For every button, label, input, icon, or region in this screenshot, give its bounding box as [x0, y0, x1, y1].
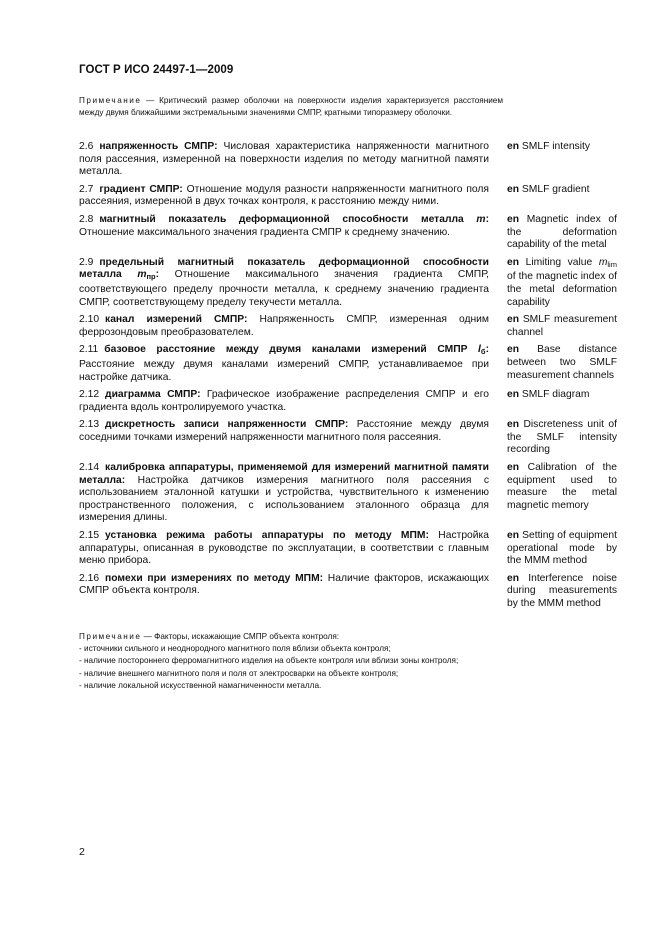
en-prefix: en: [507, 141, 520, 152]
term-entry: [79, 462, 617, 525]
note-top-text: — Критический размер оболочки на поверхности изделия характеризуется расстоянием между двумя ближайшими экстремальными значениями СМПР, кратными типоразмеру оболочки.: [79, 96, 503, 118]
term-text: Расстояние между двумя соседними точками измерений напряженности магнитного поля рассеяния.: [79, 419, 489, 443]
note-bottom-item: - источники сильного и неоднородного магнитного поля вблизи объекта контроля;: [79, 644, 391, 654]
term-definition: [79, 344, 489, 384]
term-symbol: [478, 344, 486, 355]
term-definition: [79, 184, 489, 209]
term-name: помехи при измерениях по методу МПМ:: [105, 572, 324, 584]
note-bottom: [79, 631, 503, 692]
en-prefix: en: [507, 462, 520, 474]
term-symbol: [476, 214, 485, 225]
en-prefix: en: [507, 183, 520, 195]
term-colon: :: [485, 213, 489, 225]
en-prefix: en: [507, 530, 520, 542]
en-prefix: en: [507, 256, 520, 268]
en-prefix: en: [507, 389, 520, 401]
en-term: Interference noise during measurements by the MMM method: [507, 572, 617, 609]
term-symbol-letter: l: [478, 344, 481, 356]
note-bottom-item: - наличие локальной искусственной намагниченности металла.: [79, 680, 322, 690]
term-definition: [79, 214, 489, 252]
term-text: Числовая характеристика напряженности магнитного поля рассеяния, измеренной на поверхности изделия по методу магнитной памяти металла.: [79, 141, 489, 178]
term-definition: [79, 462, 489, 525]
english-equivalent: [507, 462, 617, 525]
document-header: ГОСТ Р ИСО 24497-1—2009: [79, 64, 234, 76]
en-prefix: en: [507, 314, 520, 326]
english-equivalent: [507, 573, 617, 611]
en-term: SMLF measurement channel: [507, 314, 617, 338]
term-definition: [79, 141, 489, 179]
term-entry: [79, 530, 617, 568]
term-definition: [79, 573, 489, 611]
term-number: 2.13: [79, 419, 100, 431]
term-definition: [79, 389, 489, 414]
en-term: SMLF diagram: [521, 389, 590, 401]
term-number: 2.6: [79, 141, 94, 152]
term-text: Графическое изображение распределения СМПР и его градиента вдоль контролируемого участка.: [79, 389, 489, 413]
note-bottom-item: - наличие постороннего ферромагнитного изделия на объекте контроля или вблизи зоны контроля;: [79, 656, 459, 666]
term-text: Напряженность СМПР, измеренная одним феррозондовым преобразователем.: [79, 314, 490, 338]
term-symbol-letter: m: [137, 269, 147, 281]
term-symbol-letter: m: [476, 213, 486, 225]
en-term: Magnetic index of the deformation capability of the metal: [507, 213, 617, 251]
english-equivalent: [507, 214, 617, 252]
term-text: Расстояние между двумя каналами измерений СМПР, устанавливаемое при настройке датчика.: [79, 358, 489, 383]
term-colon: :: [155, 269, 160, 281]
term-number: 2.12: [79, 389, 100, 401]
term-definition: [79, 257, 489, 309]
term-entry: [79, 257, 617, 309]
en-prefix: en: [507, 419, 520, 431]
term-entry: [79, 184, 617, 209]
en-term: SMLF intensity: [521, 141, 591, 152]
english-equivalent: [507, 419, 617, 457]
term-text: Настройка датчиков измерения магнитного поля рассеяния с использованием эталонной катушки и устройства, чувствительного к изменению пространственного положения, с использованием эталонного образца для измерения длины.: [79, 474, 489, 524]
en-term: Calibration of the equipment used to measure the metal magnetic memory: [507, 462, 617, 511]
en-prefix: en: [507, 213, 520, 225]
term-number: 2.7: [79, 183, 94, 195]
term-number: 2.15: [79, 530, 100, 542]
term-definition: [79, 314, 489, 339]
term-number: 2.11: [79, 344, 99, 356]
en-term: Base distance between two SMLF measurement channels: [507, 344, 617, 381]
term-number: 2.16: [79, 572, 100, 584]
term-name: калибровка аппаратуры, применяемой для измерений магнитной памяти металла:: [79, 462, 489, 486]
en-prefix: en: [507, 344, 520, 356]
term-name: магнитный показатель деформационной способности металла: [99, 213, 477, 225]
note-bottom-item: - наличие внешнего магнитного поля и поля от электросварки на объекте контроля;: [79, 668, 399, 678]
term-text: Настройка аппаратуры, описанная в руководстве по эксплуатации, в соответствии с главным меню прибора.: [79, 530, 489, 567]
page-number: 2: [79, 846, 85, 858]
term-name: установка режима работы аппаратуры по методу МПМ:: [105, 530, 429, 542]
note-top-label: Примечание: [79, 96, 142, 105]
term-number: 2.9: [79, 256, 94, 268]
english-equivalent: [507, 344, 617, 384]
term-name: дискретность записи напряженности СМПР:: [105, 419, 349, 431]
term-entry: [79, 141, 617, 179]
term-name: канал измерений СМПР:: [105, 314, 248, 326]
english-equivalent: [507, 141, 617, 179]
term-entry: [79, 344, 617, 384]
term-symbol-subscript: б: [480, 347, 486, 357]
term-text: Отношение максимального значения градиента СМПР к среднему значению.: [79, 226, 451, 238]
term-definition: [79, 419, 489, 457]
term-text: Наличие факторов, искажающих СМПР объекта контроля.: [79, 572, 489, 597]
term-entry: [79, 573, 617, 611]
term-entry: [79, 419, 617, 457]
en-prefix: en: [507, 572, 520, 584]
en-term: Limiting value: [525, 256, 599, 268]
english-equivalent: [507, 184, 617, 209]
term-definition: [79, 530, 489, 568]
term-entry: [79, 214, 617, 252]
en-term-tail: of the magnetic index of the metal deformation capability: [507, 271, 617, 308]
en-symbol: m: [598, 256, 608, 268]
english-equivalent: [507, 389, 617, 414]
english-equivalent: [507, 314, 617, 339]
term-name: диаграмма СМПР:: [105, 389, 201, 401]
english-equivalent: [507, 257, 617, 309]
term-number: 2.14: [79, 462, 100, 474]
term-text: Отношение модуля разности напряженности магнитного поля рассеяния, измеренной в двух точках контроля, к расстоянию между ними.: [79, 183, 489, 208]
note-bottom-text: — Факторы, искажающие СМПР объекта контроля:: [141, 632, 340, 641]
term-number: 2.8: [79, 213, 94, 225]
en-term: SMLF gradient: [521, 183, 590, 195]
term-name: предельный магнитный показатель деформационной способности металла: [79, 256, 489, 281]
term-symbol: [137, 269, 155, 280]
en-term: Discreteness unit of the SMLF intensity recording: [507, 419, 617, 456]
term-symbol-subscript: пр: [146, 272, 156, 282]
term-name: градиент СМПР:: [99, 183, 183, 195]
term-colon: :: [485, 344, 489, 356]
en-term: Setting of equipment operational mode by the MMM method: [507, 530, 617, 567]
english-equivalent: [507, 530, 617, 568]
en-symbol-subscript: lim: [607, 259, 617, 269]
term-text: Отношение максимального значения градиента СМПР, соответствующего пределу прочности металла, к среднему значению градиента СМПР, соответствующему пределу текучести металла.: [79, 269, 489, 308]
note-bottom-label: Примечание: [79, 632, 142, 641]
terms-list: [79, 141, 617, 616]
term-entry: [79, 314, 617, 339]
term-name: напряженность СМПР:: [99, 141, 218, 152]
term-name: базовое расстояние между двумя каналами измерений СМПР: [104, 344, 479, 356]
term-entry: [79, 389, 617, 414]
term-number: 2.10: [79, 314, 100, 326]
note-top: [79, 95, 503, 119]
